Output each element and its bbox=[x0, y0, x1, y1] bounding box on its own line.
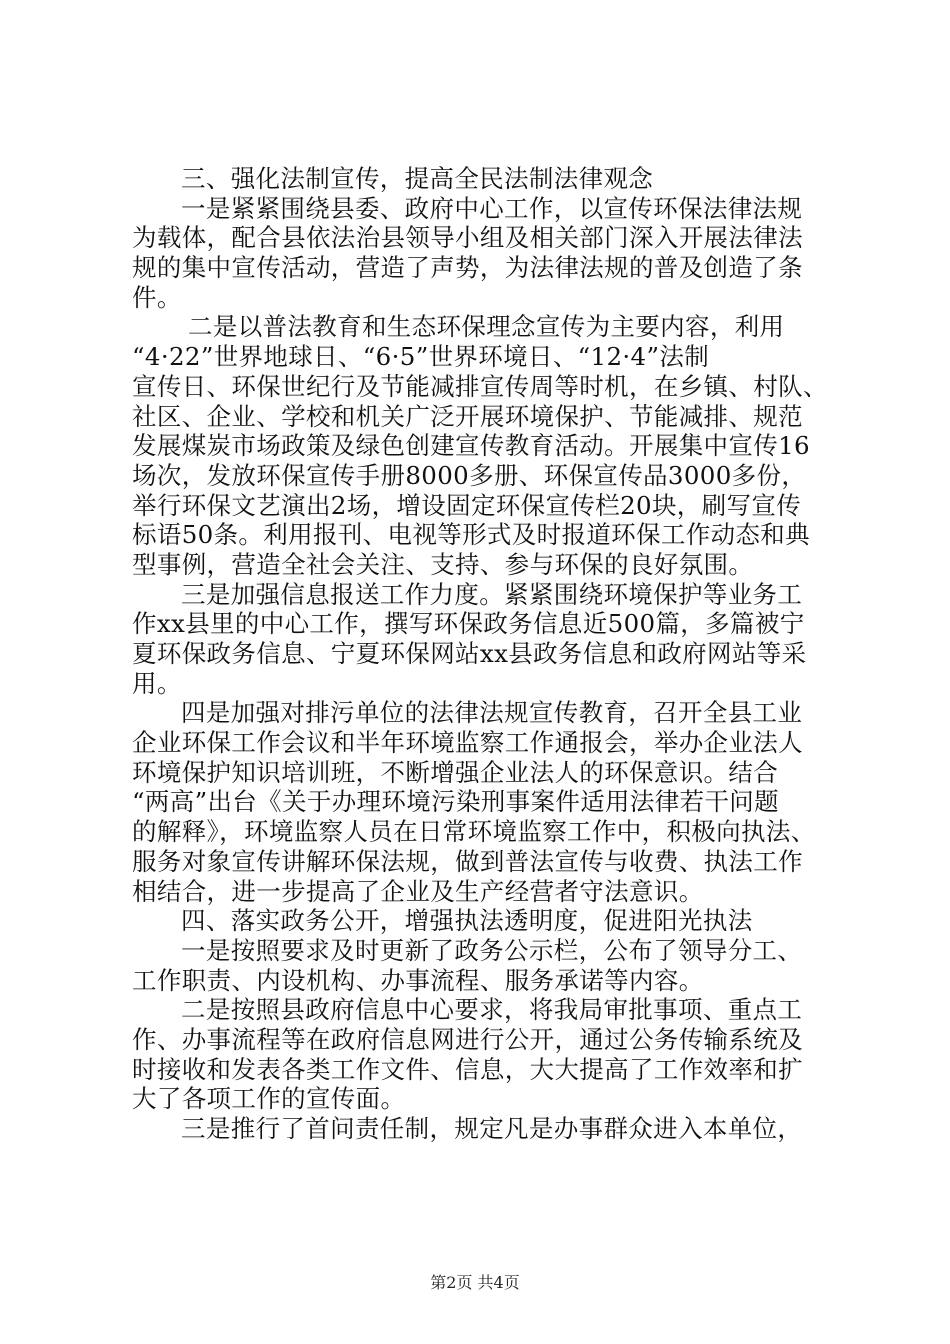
text-line: 发展煤炭市场政策及绿色创建宣传教育活动。开展集中宣传16 bbox=[132, 431, 810, 461]
text-line: 相结合，进一步提高了企业及生产经营者守法意识。 bbox=[132, 876, 704, 906]
text-line: 四、落实政务公开，增强执法透明度，促进阳光执法 bbox=[181, 906, 753, 936]
text-line: 为载体，配合县依法治县领导小组及相关部门深入开展法律法 bbox=[132, 223, 803, 253]
text-line: 企业环保工作会议和半年环境监察工作通报会，举办企业法人 bbox=[132, 728, 803, 758]
text-line: 作xx县里的中心工作，撰写环保政务信息近500篇，多篇被宁 bbox=[132, 609, 805, 639]
text-line: 时接收和发表各类工作文件、信息，大大提高了工作效率和扩 bbox=[132, 1054, 803, 1084]
text-line: 作、办事流程等在政府信息网进行公开，通过公务传输系统及 bbox=[132, 1024, 803, 1054]
text-line: 二是按照县政府信息中心要求，将我局审批事项、重点工 bbox=[181, 995, 803, 1025]
text-line: 工作职责、内设机构、办事流程、服务承诺等内容。 bbox=[132, 965, 704, 995]
text-line: 三是推行了首问责任制，规定凡是办事群众进入本单位， bbox=[181, 1114, 803, 1143]
text-line: 用。 bbox=[132, 668, 182, 698]
text-line: 大了各项工作的宣传面。 bbox=[132, 1084, 406, 1114]
text-line: 环境保护知识培训班，不断增强企业法人的环保意识。结合 bbox=[132, 757, 779, 787]
text-line: 规的集中宣传活动，营造了声势，为法律法规的普及创造了条 bbox=[132, 253, 803, 283]
text-line: 的解释》，环境监察人员在日常环境监察工作中，积极向执法、 bbox=[132, 817, 816, 847]
text-line: 三、强化法制宣传，提高全民法制法律观念 bbox=[181, 164, 654, 193]
text-line: 一是按照要求及时更新了政务公示栏，公布了领导分工、 bbox=[181, 935, 803, 965]
text-line: 服务对象宣传讲解环保法规，做到普法宣传与收费、执法工作 bbox=[132, 846, 803, 876]
page-footer: 第2页 共4页 bbox=[430, 1273, 520, 1292]
text-line: 宣传日、环保世纪行及节能减排宣传周等时机，在乡镇、村队、 bbox=[132, 371, 828, 401]
text-line: 举行环保文艺演出2场，增设固定环保宣传栏20块，刷写宣传 bbox=[132, 490, 802, 520]
text-line: 场次，发放环保宣传手册8000多册、环保宣传品3000多份， bbox=[132, 460, 807, 490]
text-line: 型事例，营造全社会关注、支持、参与环保的良好氛围。 bbox=[132, 549, 754, 579]
text-line: 一是紧紧围绕县委、政府中心工作，以宣传环保法律法规 bbox=[181, 193, 803, 223]
text-line: “两高”出台《关于办理环境污染刑事案件适用法律若干问题 bbox=[132, 787, 779, 817]
text-line: 四是加强对排污单位的法律法规宣传教育，召开全县工业 bbox=[181, 698, 803, 728]
text-line: 三是加强信息报送工作力度。紧紧围绕环境保护等业务工 bbox=[181, 579, 803, 609]
text-line: 二是以普法教育和生态环保理念宣传为主要内容，利用 bbox=[188, 312, 785, 342]
text-line: “4·22”世界地球日、“6·5”世界环境日、“12·4”法制 bbox=[132, 342, 710, 372]
document-body bbox=[132, 164, 832, 1144]
text-line: 夏环保政务信息、宁夏环保网站xx县政务信息和政府网站等采 bbox=[132, 639, 807, 668]
text-line: 件。 bbox=[132, 282, 182, 312]
text-line: 标语50条。利用报刊、电视等形式及时报道环保工作动态和典 bbox=[132, 520, 810, 550]
text-line: 社区、企业、学校和机关广泛开展环境保护、节能减排、规范 bbox=[132, 401, 803, 431]
